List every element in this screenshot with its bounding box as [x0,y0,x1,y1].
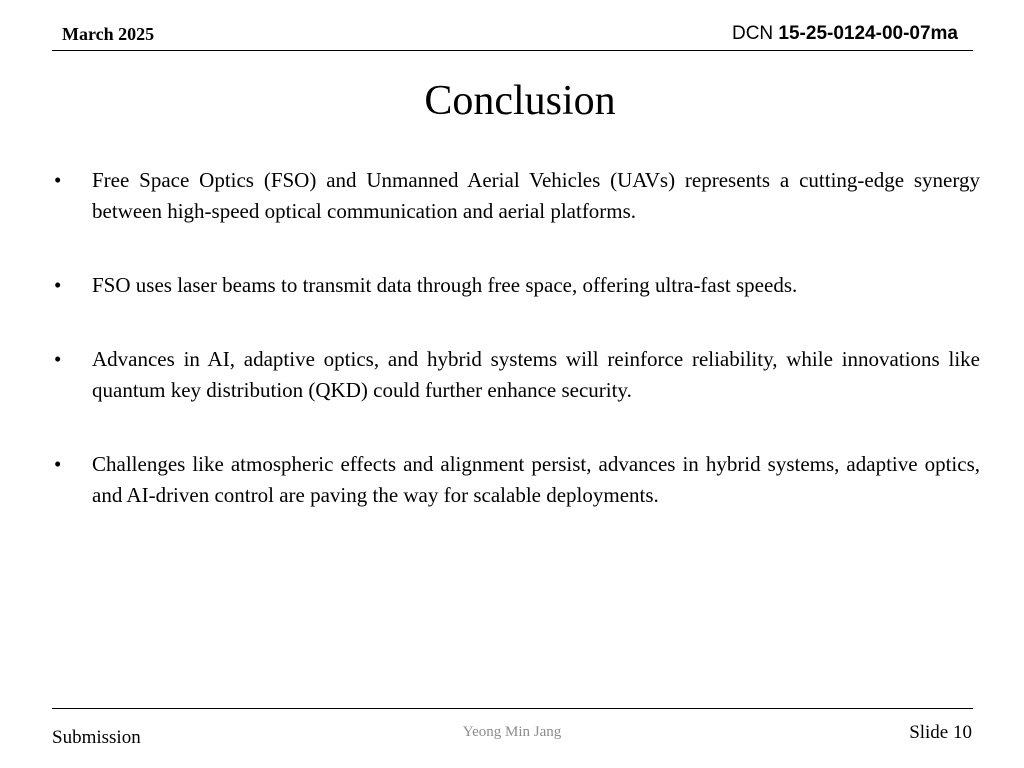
bullet-dot-icon: • [54,273,62,297]
bullet-text: Advances in AI, adaptive optics, and hybrid systems will reinforce reliability, while innovations like quantum key distribution (QKD) could further enhance security. [92,347,980,402]
dcn-prefix: DCN [731,23,774,44]
bullet-text: FSO uses laser beams to transmit data through free space, offering ultra-fast speeds. [92,273,798,297]
bullet-item [52,270,980,301]
footer-author: Yeong Min Jang [462,724,562,740]
header-date: March 2025 [62,24,155,44]
footer-submission: Submission [52,727,141,748]
bullet-dot-icon: • [54,168,62,192]
bullet-text: Challenges like atmospheric effects and alignment persist, advances in hybrid systems, adaptive optics, and AI-driven control are paving the way for scalable deployments. [92,452,980,507]
header-dcn [732,23,958,45]
bullet-item [52,449,980,511]
bullet-text: Free Space Optics (FSO) and Unmanned Aerial Vehicles (UAVs) represents a cutting-edge synergy between high-speed optical communication and aerial platforms. [92,168,980,223]
header-divider [52,50,973,51]
bullet-dot-icon: • [54,452,62,476]
footer-divider [52,708,973,709]
slide-number: Slide 10 [909,722,972,743]
bullet-list [52,165,980,554]
bullet-item [52,344,980,406]
bullet-item [52,165,980,227]
dcn-id: 15-25-0124-00-07ma [778,23,958,44]
slide-title: Conclusion [424,78,616,124]
bullet-dot-icon: • [54,347,62,371]
